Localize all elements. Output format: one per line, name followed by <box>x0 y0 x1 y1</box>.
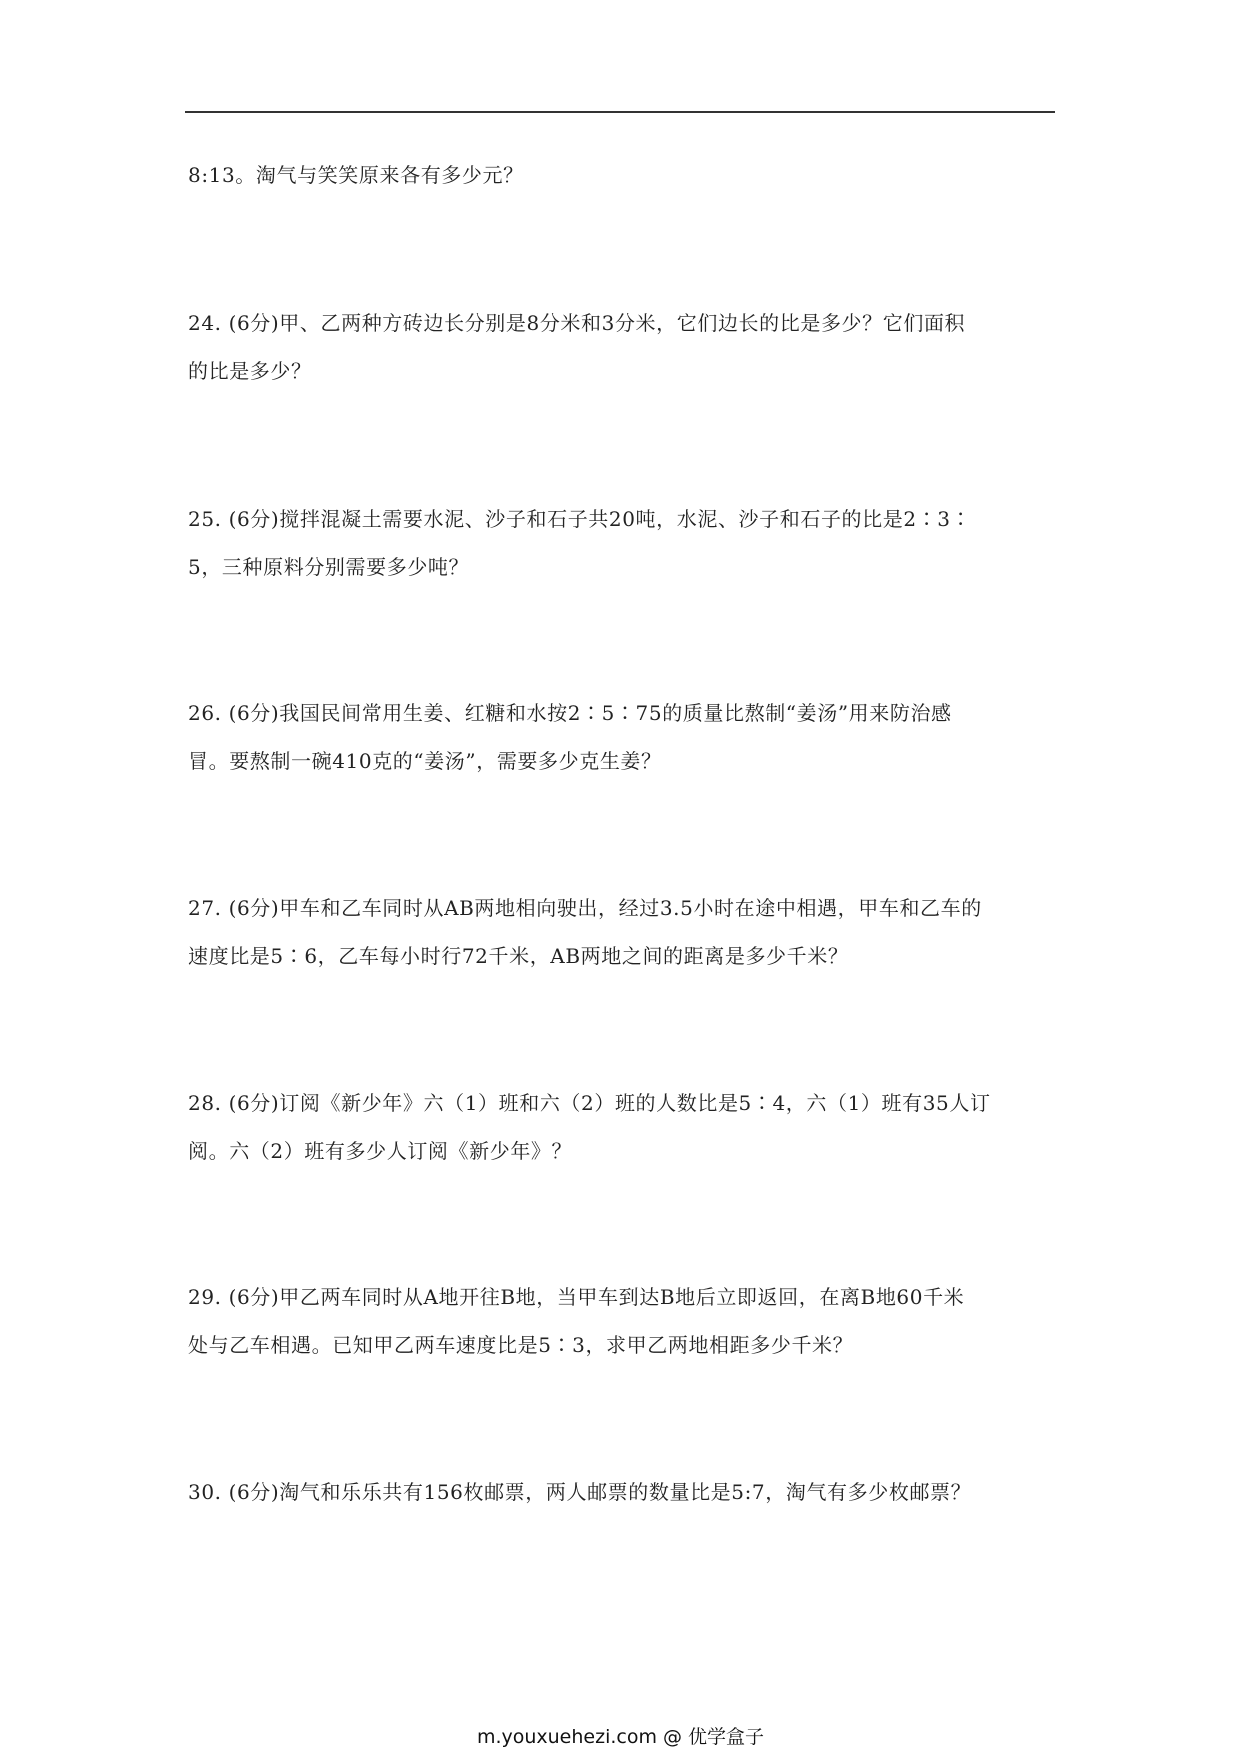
question-text-line: 处与乙车相遇。已知甲乙两车速度比是5∶3，求甲乙两地相距多少千米？ <box>188 1333 854 1357</box>
question-text-line: 阅。六（2）班有多少人订阅《新少年》？ <box>188 1139 573 1163</box>
header-rule <box>185 111 1055 113</box>
question-text-line: 5，三种原料分别需要多少吨？ <box>188 555 470 579</box>
question-28 <box>188 1079 1058 1175</box>
question-25 <box>188 495 1058 591</box>
question-24 <box>188 299 1058 395</box>
question-text-line: 30. (6分)淘气和乐乐共有156枚邮票，两人邮票的数量比是5:7，淘气有多少枚邮票？ <box>188 1480 972 1504</box>
question-26 <box>188 689 1058 785</box>
question-text-line: 29. (6分)甲乙两车同时从A地开往B地，当甲车到达B地后立即返回，在离B地60千米 <box>188 1285 965 1309</box>
footer-watermark: m.youxuehezi.com @ 优学盒子 <box>476 1726 765 1748</box>
question-text-line: 24. (6分)甲、乙两种方砖边长分别是8分米和3分米，它们边长的比是多少？它们面积 <box>188 311 966 335</box>
question-text-line: 27. (6分)甲车和乙车同时从AB两地相向驶出，经过3.5小时在途中相遇，甲车和乙车的 <box>188 896 982 920</box>
question-text-line: 的比是多少？ <box>188 359 312 383</box>
question-30 <box>188 1468 1058 1516</box>
question-text-line: 冒。要熬制一碗410克的“姜汤”，需要多少克生姜？ <box>188 749 662 773</box>
question-23-continuation <box>188 151 1058 199</box>
question-27 <box>188 884 1058 980</box>
question-text-line: 25. (6分)搅拌混凝土需要水泥、沙子和石子共20吨，水泥、沙子和石子的比是2∶3∶ <box>188 507 972 531</box>
question-text-line: 28. (6分)订阅《新少年》六（1）班和六（2）班的人数比是5∶4，六（1）班有35人订 <box>188 1091 991 1115</box>
question-text-line: 速度比是5∶6，乙车每小时行72千米，AB两地之间的距离是多少千米？ <box>188 944 849 968</box>
question-text-line: 26. (6分)我国民间常用生姜、红糖和水按2∶5∶75的质量比熬制“姜汤”用来防治感 <box>188 701 952 725</box>
question-text-line: 8:13。淘气与笑笑原来各有多少元？ <box>188 163 524 187</box>
question-29 <box>188 1273 1058 1369</box>
